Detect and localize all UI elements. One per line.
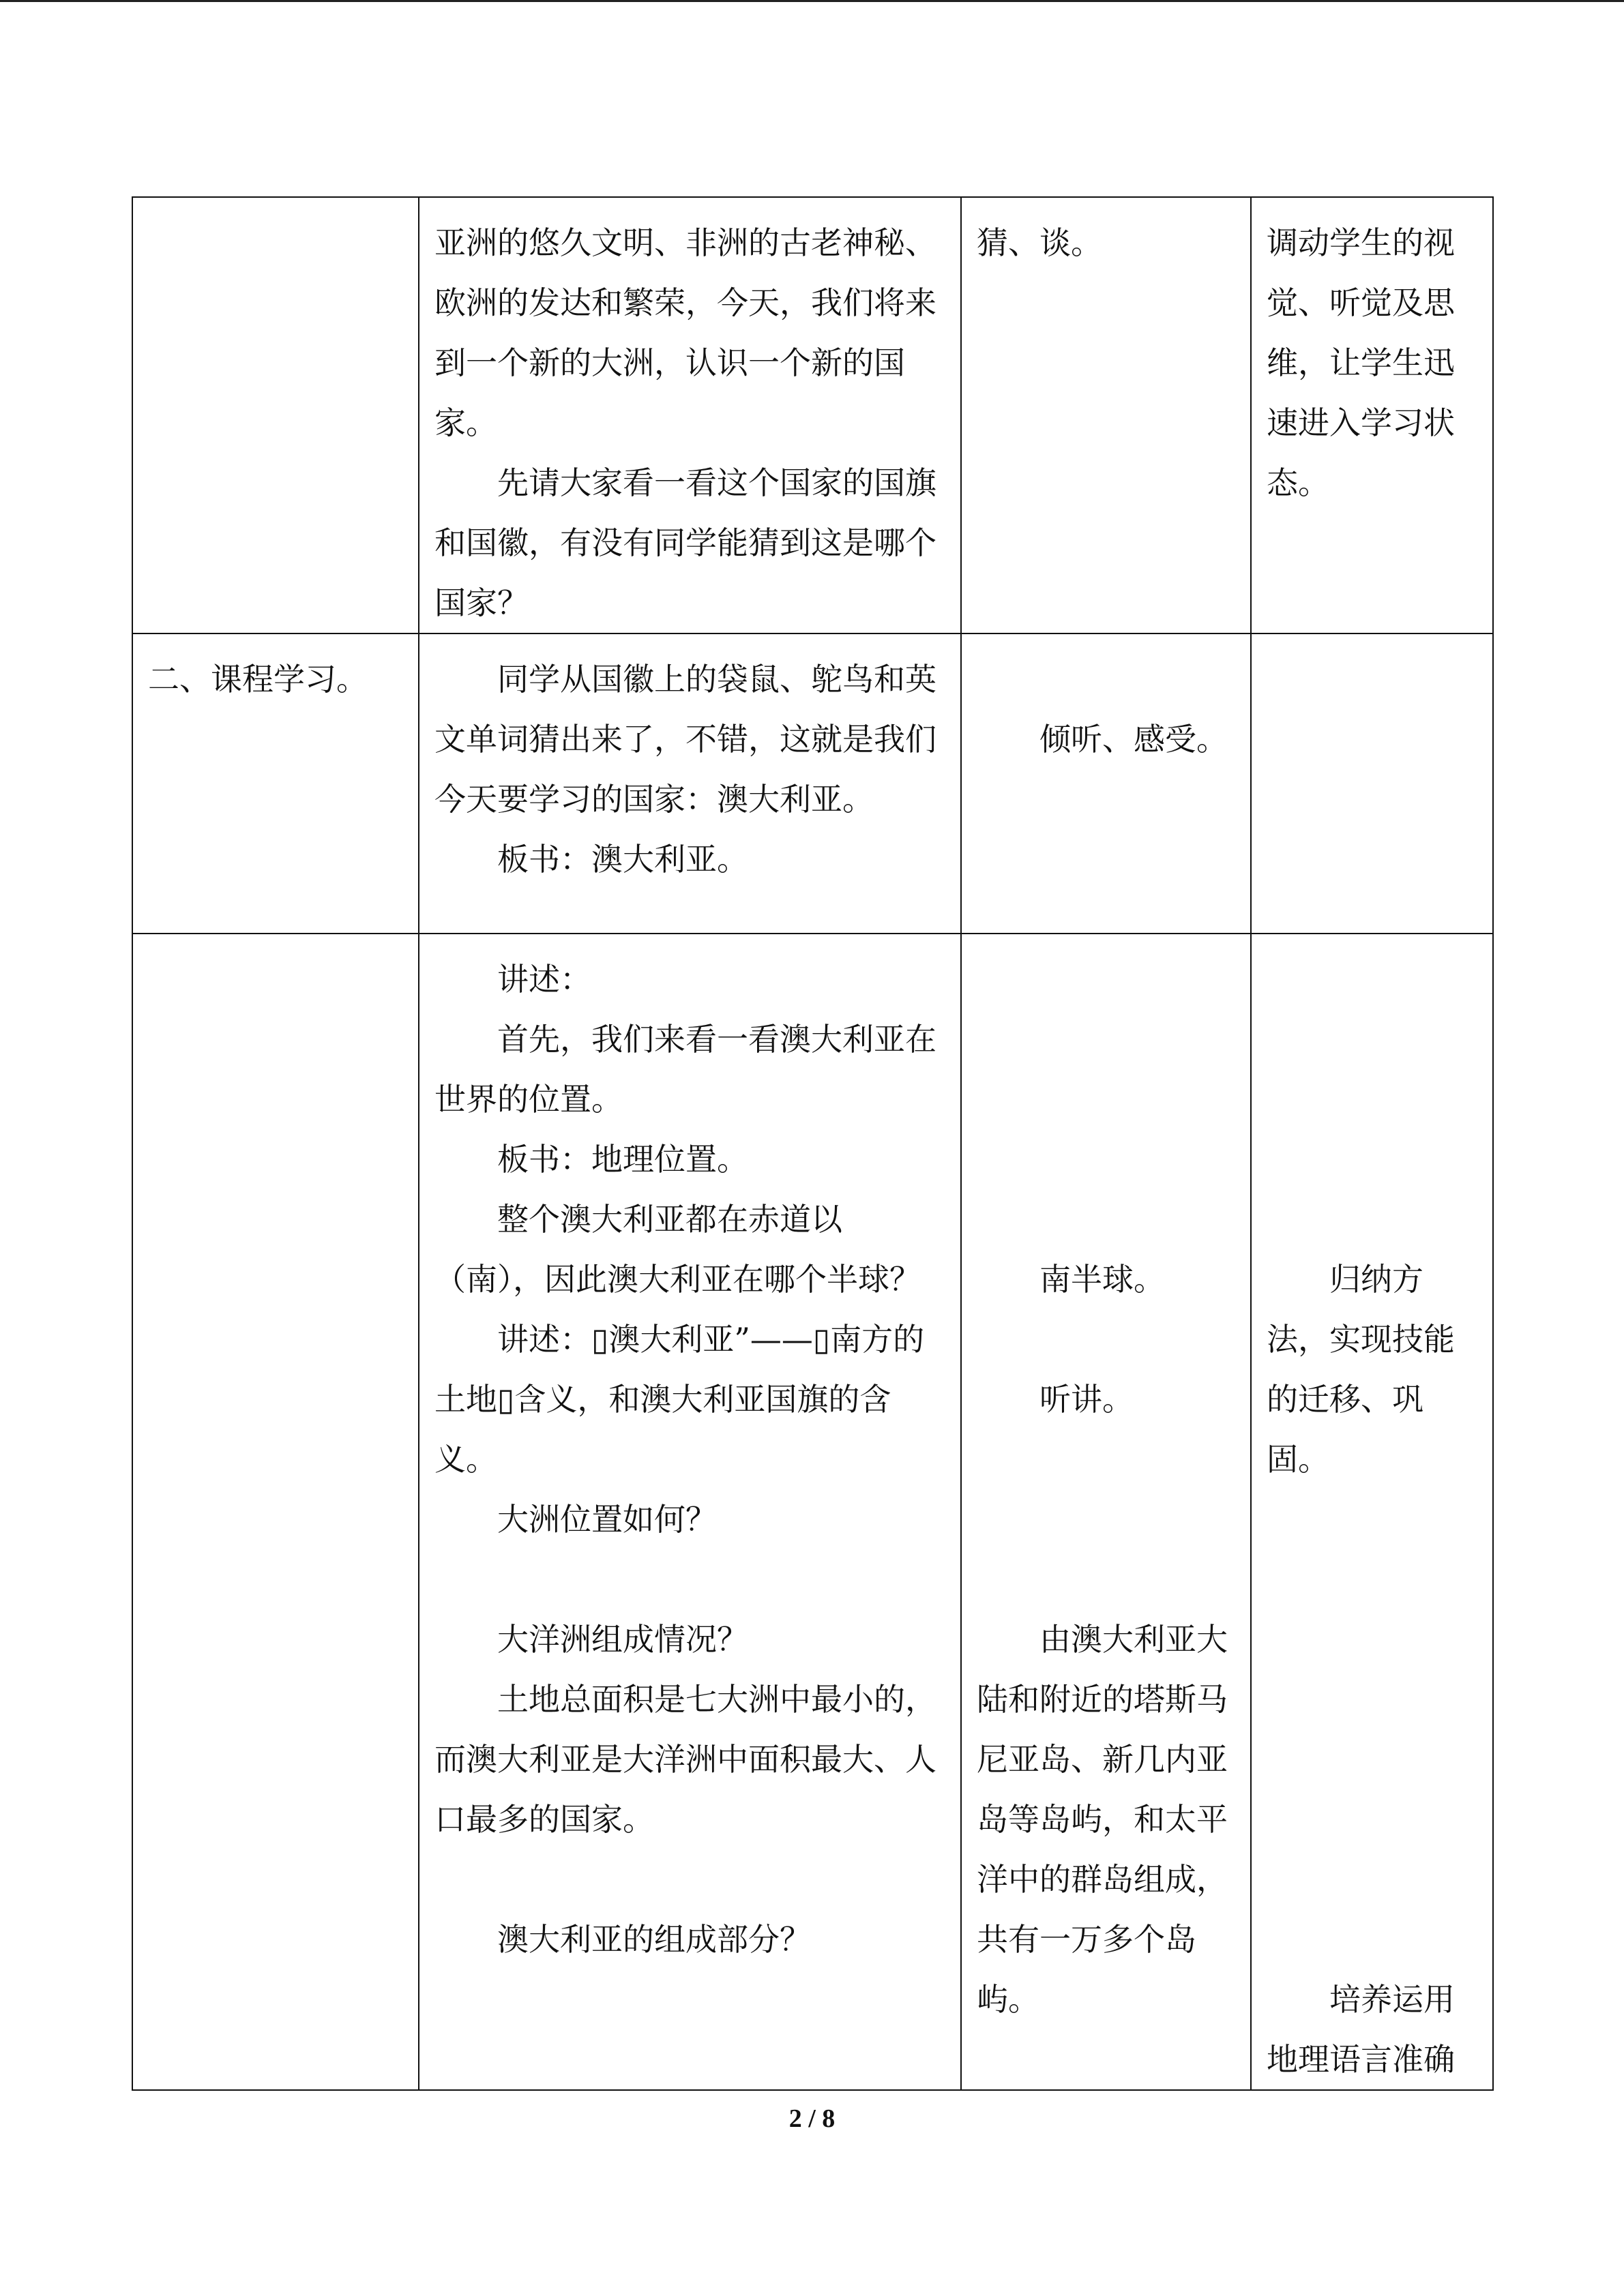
stage-cell — [132, 633, 419, 934]
intent-text: 调动学生的视觉、听觉及思维，让学生迅速进入学习状态。 — [1267, 224, 1455, 501]
teacher-text: 整个澳大利亚都在赤道以（南），因此澳大利亚在哪个半球？ — [434, 1201, 921, 1298]
teacher-text: 板书：地理位置。 — [497, 1141, 748, 1178]
teacher-text: 先请大家看一看这个国家的国旗和国徽，有没有同学能猜到这是哪个国家？ — [434, 464, 936, 621]
design-intent-cell — [1251, 633, 1493, 934]
student-text: 猜、谈。 — [977, 224, 1102, 261]
teacher-text: 讲述：▯澳大利亚”——▯南方的土地▯含义，和澳大利亚国旗的含义。 — [434, 1321, 925, 1478]
intent-text: 培养运用地理语言准确 — [1267, 1981, 1455, 2078]
teacher-text: 板书：澳大利亚。 — [497, 841, 748, 878]
page-top-rule — [0, 0, 1624, 2]
teacher-text: 土地总面积是七大洲中最小的，而澳大利亚是大洋洲中面积最大、人口最多的国家。 — [434, 1681, 936, 1838]
stage-cell — [132, 934, 419, 2090]
student-text: 倾听、感受。 — [1039, 721, 1228, 758]
student-activity-cell — [961, 934, 1251, 2090]
lesson-plan-table — [132, 196, 1494, 2091]
teacher-text: 大洋洲组成情况？ — [497, 1621, 748, 1658]
design-intent-cell — [1251, 934, 1493, 2090]
student-text: 南半球。 — [1039, 1261, 1165, 1298]
table-row — [132, 633, 1493, 934]
student-activity-cell — [961, 633, 1251, 934]
teacher-activity-cell — [419, 633, 961, 934]
intent-text: 归纳方法，实现技能的迁移、巩固。 — [1267, 1261, 1455, 1478]
teacher-text: 大洲位置如何？ — [497, 1501, 717, 1538]
table-row — [132, 197, 1493, 633]
page-number: 2 / 8 — [788, 2104, 836, 2133]
student-text: 由澳大利亚大陆和附近的塔斯马尼亚岛、新几内亚岛等岛屿，和太平洋中的群岛组成，共有一万多个岛屿。 — [977, 1621, 1228, 2018]
design-intent-cell — [1251, 197, 1493, 633]
teacher-text: 讲述： — [497, 961, 591, 998]
stage-cell — [132, 197, 419, 633]
teacher-text: 澳大利亚的组成部分？ — [497, 1921, 811, 1958]
student-text: 听讲。 — [1039, 1381, 1134, 1418]
table-row — [132, 934, 1493, 2090]
teacher-text: 首先，我们来看一看澳大利亚在世界的位置。 — [434, 1021, 936, 1118]
teacher-text: 同学从国徽上的袋鼠、鸵鸟和英文单词猜出来了，不错，这就是我们今天要学习的国家：澳大利亚。 — [434, 661, 936, 818]
teacher-activity-cell — [419, 934, 961, 2090]
stage-label: 二、课程学习。 — [148, 661, 368, 698]
student-activity-cell — [961, 197, 1251, 633]
teacher-activity-cell — [419, 197, 961, 633]
teacher-text: 亚洲的悠久文明、非洲的古老神秘、欧洲的发达和繁荣，今天，我们将来到一个新的大洲，认识一个新的国家。 — [434, 224, 936, 441]
